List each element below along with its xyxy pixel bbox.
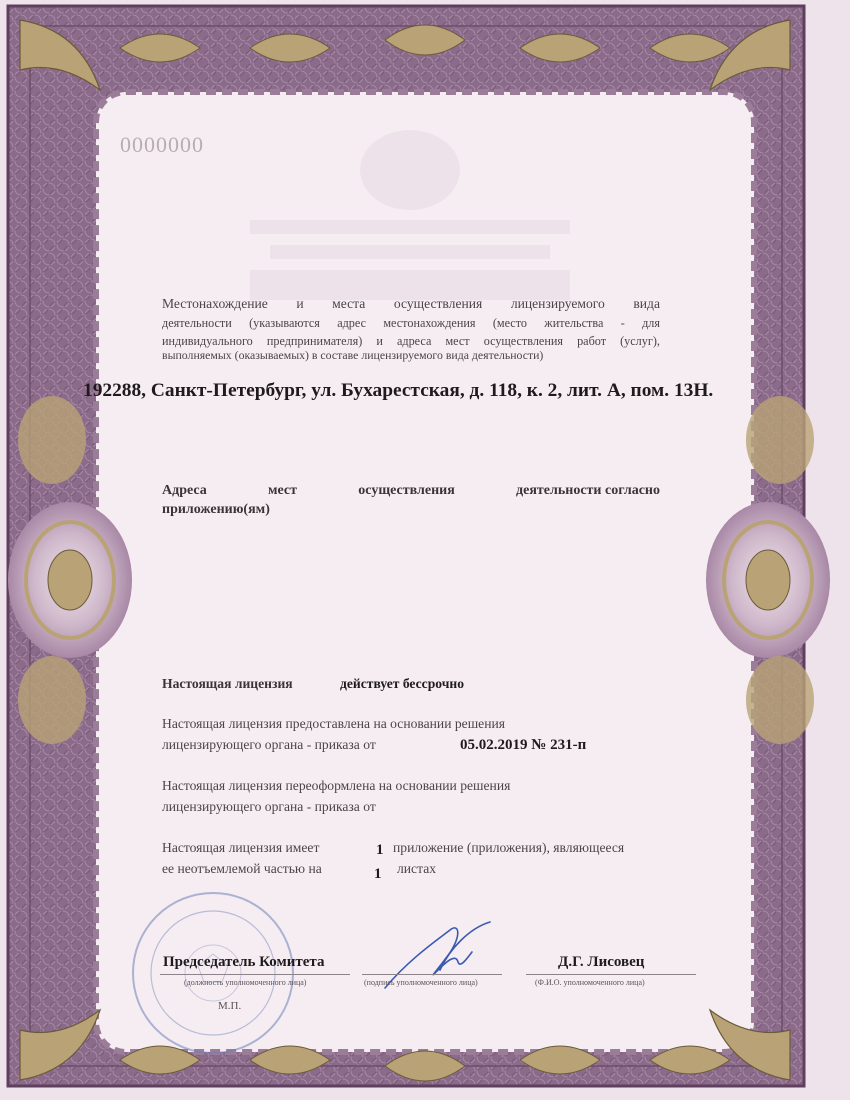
signatory-position: Председатель Комитета [163,954,325,970]
reissued-line-2: лицензирующего органа - приказа от [162,799,376,814]
validity-value: действует бессрочно [340,676,465,691]
signature-underline [362,974,502,975]
official-seal-stamp [128,888,298,1058]
appendix-line-1-right: приложение (приложения), являющееся [393,840,625,855]
appendix-count: 1 [376,842,384,858]
signatory-name: Д.Г. Лисовец [558,954,645,970]
validity-label: Настоящая лицензия [162,676,293,691]
stamp-place-label: М.П. [218,1000,242,1012]
position-caption: (должность уполномоченного лица) [184,978,307,987]
serial-number: 0000000 [120,132,204,157]
activity-addresses-line-2: приложению(ям) [162,502,270,517]
position-underline [160,974,350,975]
appendix-line-2-left: ее неотъемлемой частью на [162,861,322,876]
location-heading-line-4: выполняемых (оказываемых) в составе лицензируемого вида деятельности) [162,348,544,362]
granted-line-1: Настоящая лицензия предоставлена на основании решения [162,716,506,731]
license-address: 192288, Санкт-Петербург, ул. Бухарестская, д. 118, к. 2, лит. А, пом. 13Н. [83,380,714,401]
location-heading-line-1: Местонахождение и места осуществления лицензируемого вида [162,296,660,311]
appendix-line-2-right: листах [397,861,437,876]
reissued-line-1: Настоящая лицензия переоформлена на основании решения [162,778,511,793]
location-heading-line-2: деятельности (указываются адрес местонахождения (место жительства - для [162,316,660,330]
name-underline [526,974,696,975]
granted-order-value: 05.02.2019 № 231-п [460,737,587,753]
sheets-count: 1 [374,866,382,882]
location-heading-line-3: индивидуального предпринимателя) и адреса мест осуществления работ (услуг), [162,334,660,348]
name-caption: (Ф.И.О. уполномоченного лица) [535,978,645,987]
granted-line-2: лицензирующего органа - приказа от [162,737,376,752]
appendix-line-1-left: Настоящая лицензия имеет [162,840,320,855]
activity-addresses-line-1: Адреса мест осуществления деятельности согласно [162,483,660,498]
signature-caption: (подпись уполномоченного лица) [364,978,478,987]
